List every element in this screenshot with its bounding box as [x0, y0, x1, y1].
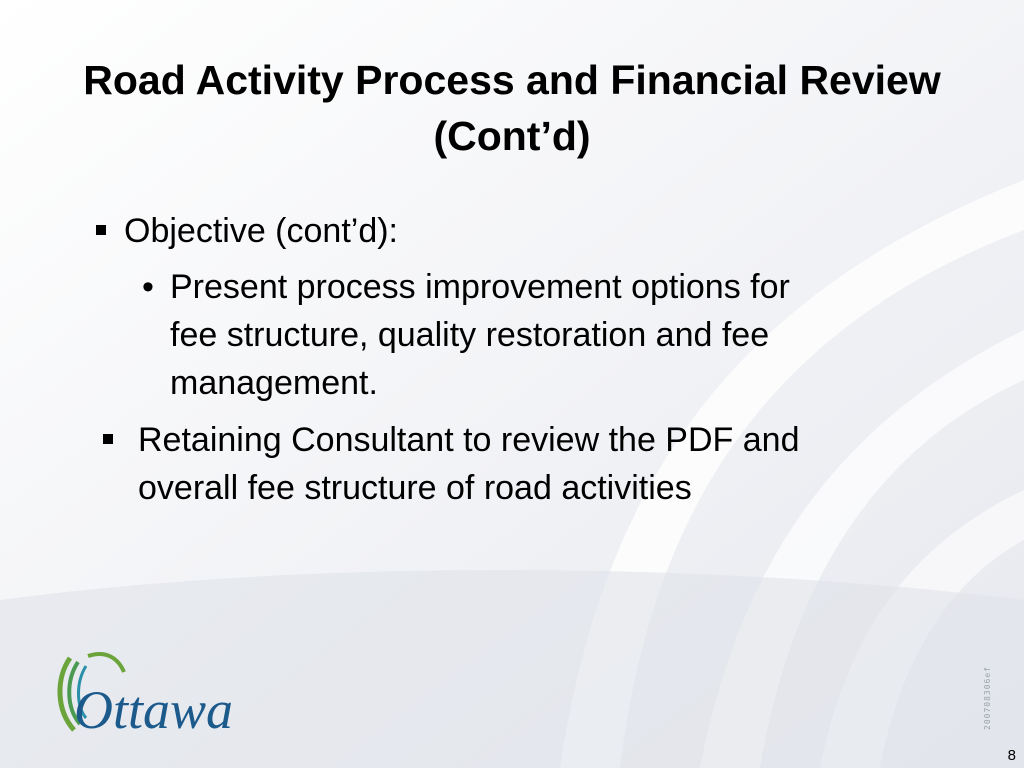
page-number: 8: [1007, 747, 1016, 764]
title-line-1: Road Activity Process and Financial Review: [83, 57, 941, 103]
square-bullet-icon: [103, 434, 113, 444]
bullet-consultant-line-1: Retaining Consultant to review the PDF and: [138, 421, 800, 459]
subbullet-line-2: fee structure, quality restoration and fee: [170, 316, 770, 354]
document-code: 200708306ef: [983, 666, 992, 730]
ottawa-logo: [48, 648, 258, 740]
title-line-2: (Cont’d): [433, 113, 591, 159]
slide-title: [0, 52, 1024, 164]
subbullet-line-3: management.: [170, 364, 378, 402]
subbullet-line-1: Present process improvement options for: [170, 268, 790, 306]
bullet-consultant-line-2: overall fee structure of road activities: [138, 469, 692, 507]
square-bullet-icon: [96, 225, 106, 235]
bullet-objective: Objective (cont’d):: [124, 212, 398, 250]
svg-text:Ottawa: Ottawa: [74, 680, 234, 740]
round-bullet-icon: •: [142, 268, 154, 306]
